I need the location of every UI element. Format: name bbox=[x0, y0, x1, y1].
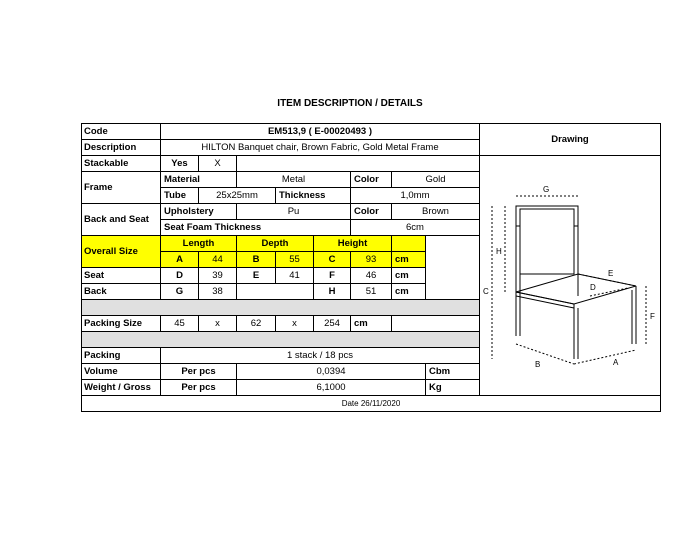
page-title: ITEM DESCRIPTION / DETAILS bbox=[277, 98, 423, 109]
code-label: Code bbox=[82, 124, 161, 140]
chair-drawing bbox=[480, 156, 660, 377]
packing-size-empty bbox=[392, 316, 480, 332]
row-code bbox=[82, 124, 661, 140]
g-value: 38 bbox=[199, 284, 237, 300]
drawing-letter-b: B bbox=[535, 360, 541, 369]
row-stackable bbox=[82, 156, 661, 172]
e-value: 41 bbox=[276, 268, 314, 284]
frame-label: Frame bbox=[82, 172, 161, 204]
height-header: Height bbox=[314, 236, 392, 252]
packing-size-v3: 254 bbox=[314, 316, 351, 332]
packing-size-unit: cm bbox=[351, 316, 392, 332]
drawing-letter-e: E bbox=[608, 269, 614, 278]
packing-label: Packing bbox=[82, 348, 161, 364]
f-value: 46 bbox=[351, 268, 392, 284]
volume-value: 0,0394 bbox=[237, 364, 426, 380]
length-header: Length bbox=[161, 236, 237, 252]
back-label: Back bbox=[82, 284, 161, 300]
date-text: Date 26/11/2020 bbox=[82, 396, 661, 412]
h-letter: H bbox=[314, 284, 351, 300]
stackable-mark: X bbox=[199, 156, 237, 172]
back-unit: cm bbox=[392, 284, 426, 300]
weight-per: Per pcs bbox=[161, 380, 237, 396]
overall-unit: cm bbox=[392, 252, 426, 268]
tube-value: 25x25mm bbox=[199, 188, 276, 204]
upholstery-value: Pu bbox=[237, 204, 351, 220]
upholstery-color-value: Brown bbox=[392, 204, 480, 220]
code-value: EM513,9 ( E-00020493 ) bbox=[161, 124, 480, 140]
chair-seat-side bbox=[516, 292, 574, 308]
seat-unit: cm bbox=[392, 268, 426, 284]
dim-b-line bbox=[516, 344, 574, 364]
description-value: HILTON Banquet chair, Brown Fabric, Gold Metal Frame bbox=[161, 140, 480, 156]
material-value: Metal bbox=[237, 172, 351, 188]
spacer bbox=[82, 332, 480, 348]
drawing-letter-h: H bbox=[496, 247, 502, 256]
weight-label: Weight / Gross bbox=[82, 380, 161, 396]
thickness-label: Thickness bbox=[276, 188, 351, 204]
drawing-letter-d: D bbox=[590, 283, 596, 292]
c-letter: C bbox=[314, 252, 351, 268]
tube-label: Tube bbox=[161, 188, 199, 204]
c-value: 93 bbox=[351, 252, 392, 268]
stackable-label: Stackable bbox=[82, 156, 161, 172]
packing-size-x2: x bbox=[276, 316, 314, 332]
d-value: 39 bbox=[199, 268, 237, 284]
b-value: 55 bbox=[276, 252, 314, 268]
back-seat-label: Back and Seat bbox=[82, 204, 161, 236]
back-empty bbox=[237, 284, 314, 300]
drawing-letter-a: A bbox=[613, 358, 619, 367]
overall-size-label: Overall Size bbox=[82, 236, 161, 268]
row-date bbox=[82, 396, 661, 412]
description-label: Description bbox=[82, 140, 161, 156]
volume-unit: Cbm bbox=[426, 364, 480, 380]
upholstery-color-label: Color bbox=[351, 204, 392, 220]
drawing-label: Drawing bbox=[480, 124, 661, 156]
d-letter: D bbox=[161, 268, 199, 284]
packing-value: 1 stack / 18 pcs bbox=[161, 348, 480, 364]
weight-unit: Kg bbox=[426, 380, 480, 396]
chair-back-upholstery bbox=[520, 209, 574, 274]
packing-size-v1: 45 bbox=[161, 316, 199, 332]
f-letter: F bbox=[314, 268, 351, 284]
b-letter: B bbox=[237, 252, 276, 268]
foam-label: Seat Foam Thickness bbox=[161, 220, 351, 236]
material-label: Material bbox=[161, 172, 237, 188]
foam-value: 6cm bbox=[351, 220, 480, 236]
frame-color-value: Gold bbox=[392, 172, 480, 188]
e-letter: E bbox=[237, 268, 276, 284]
a-letter: A bbox=[161, 252, 199, 268]
a-value: 44 bbox=[199, 252, 237, 268]
stackable-value: Yes bbox=[161, 156, 199, 172]
item-details-table bbox=[81, 123, 661, 412]
volume-label: Volume bbox=[82, 364, 161, 380]
overall-empty bbox=[392, 236, 426, 252]
dim-a-line bbox=[574, 350, 636, 364]
packing-size-x1: x bbox=[199, 316, 237, 332]
drawing-letter-c: C bbox=[483, 287, 489, 296]
spacer bbox=[82, 300, 480, 316]
upholstery-label: Upholstery bbox=[161, 204, 237, 220]
h-value: 51 bbox=[351, 284, 392, 300]
packing-size-label: Packing Size bbox=[82, 316, 161, 332]
drawing-letter-f: F bbox=[650, 312, 655, 321]
seat-label: Seat bbox=[82, 268, 161, 284]
volume-per: Per pcs bbox=[161, 364, 237, 380]
drawing-letter-g: G bbox=[543, 185, 550, 194]
frame-color-label: Color bbox=[351, 172, 392, 188]
g-letter: G bbox=[161, 284, 199, 300]
drawing-area bbox=[480, 156, 661, 396]
thickness-value: 1,0mm bbox=[351, 188, 480, 204]
packing-size-v2: 62 bbox=[237, 316, 276, 332]
stackable-empty bbox=[237, 156, 480, 172]
depth-header: Depth bbox=[237, 236, 314, 252]
weight-value: 6,1000 bbox=[237, 380, 426, 396]
